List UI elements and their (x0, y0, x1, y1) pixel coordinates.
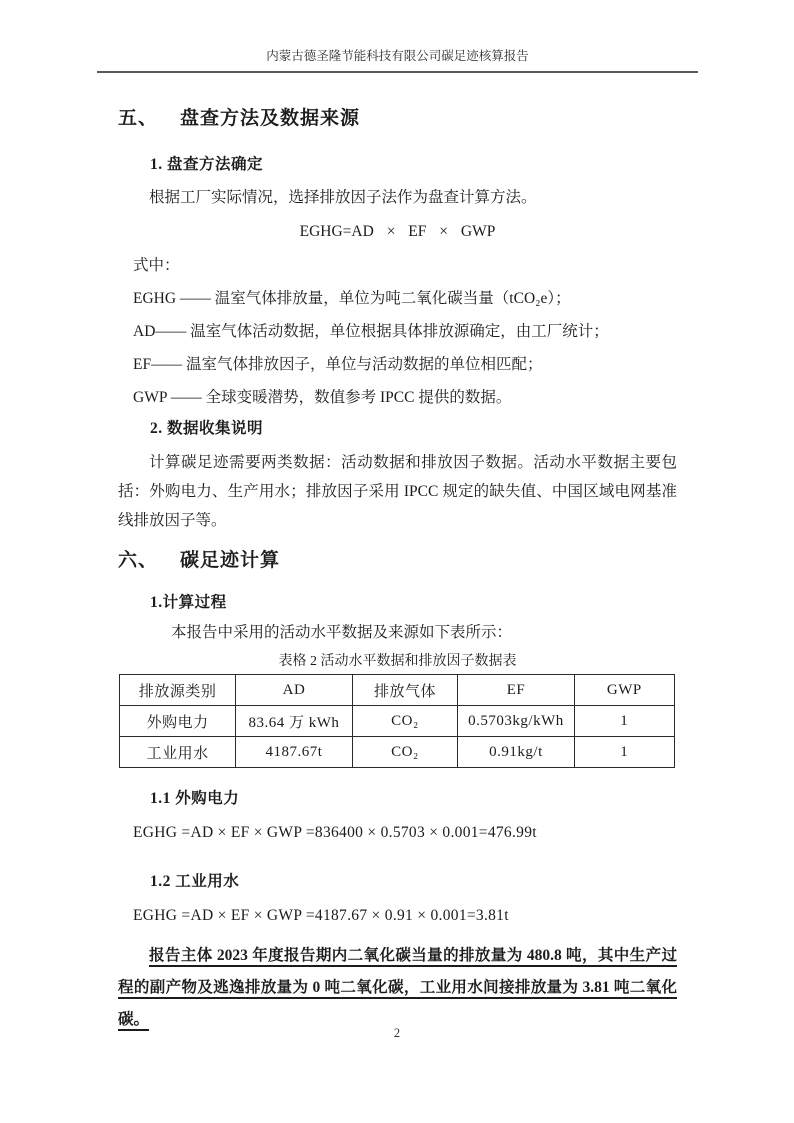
cell-source: 工业用水 (120, 737, 236, 768)
cell-source: 外购电力 (120, 706, 236, 737)
cell-ad: 4187.67t (236, 737, 352, 768)
table-header-source: 排放源类别 (120, 675, 236, 706)
paragraph-method: 根据工厂实际情况，选择排放因子法作为盘查计算方法。 (149, 189, 537, 206)
cell-gwp: 1 (574, 706, 674, 737)
table-header-gwp: GWP (574, 675, 674, 706)
formula-lead: 式中： (133, 257, 180, 274)
section-5-heading (118, 103, 690, 130)
definition-gwp: GWP —— 全球变暖潜势，数值参考 IPCC 提供的数据。 (133, 389, 512, 406)
activity-data-table (119, 674, 675, 768)
formula-main: EGHG=AD × EF × GWP (299, 223, 496, 240)
table-header-ef: EF (458, 675, 574, 706)
cell-gas: CO₂ (352, 706, 458, 737)
subsection-6-1-heading: 1.计算过程 (150, 594, 227, 611)
definition-ef: EF—— 温室气体排放因子，单位与活动数据的单位相匹配； (133, 356, 543, 373)
section-6-title: 碳足迹计算 (180, 550, 281, 571)
conclusion-paragraph: 报告主体 2023 年度报告期内二氧化碳当量的排放量为 480.8 吨，其中生产过程的副产物及逃逸排放量为 0 吨二氧化碳，工业用水间接排放量为 3.81 吨二氧化碳。 (118, 947, 677, 1028)
cell-gwp: 1 (574, 737, 674, 768)
table-header-gas: 排放气体 (352, 675, 458, 706)
section-6-heading (118, 545, 690, 572)
page-number: 2 (393, 1026, 401, 1040)
cell-ef: 0.91kg/t (458, 737, 574, 768)
page-header (97, 46, 698, 73)
table-row-water (120, 737, 675, 768)
table-row-electricity (120, 706, 675, 737)
cell-gas: CO₂ (352, 737, 458, 768)
cell-ef: 0.5703kg/kWh (458, 706, 574, 737)
section-5-number: 五、 (118, 108, 159, 129)
paragraph-table-intro: 本报告中采用的活动水平数据及来源如下表所示： (171, 624, 513, 641)
section-5-title: 盘查方法及数据来源 (180, 108, 361, 129)
definition-ad: AD—— 温室气体活动数据，单位根据具体排放源确定，由工厂统计； (133, 323, 609, 340)
formula-water: EGHG =AD × EF × GWP =4187.67 × 0.91 × 0.001=3.81t (133, 907, 509, 924)
definition-eghg: EGHG —— 温室气体排放量，单位为吨二氧化碳当量（tCO₂e）； (133, 290, 571, 307)
section-6-number: 六、 (118, 550, 159, 571)
subsection-1-1-heading: 1.1 外购电力 (150, 790, 240, 807)
table-caption: 表格 2 活动水平数据和排放因子数据表 (278, 654, 517, 669)
header-title: 内蒙古德圣隆节能科技有限公司碳足迹核算报告 (266, 49, 529, 63)
formula-electricity: EGHG =AD × EF × GWP =836400 × 0.5703 × 0.001=476.99t (133, 824, 537, 841)
paragraph-data-collection: 计算碳足迹需要两类数据：活动数据和排放因子数据。活动水平数据主要包括：外购电力、生产用水；排放因子采用 IPCC 规定的缺失值、中国区域电网基准线排放因子等。 (118, 454, 677, 529)
table-header-ad: AD (236, 675, 352, 706)
table-header-row (120, 675, 675, 706)
subsection-5-1-heading: 1. 盘查方法确定 (150, 156, 264, 173)
cell-ad: 83.64 万 kWh (236, 706, 352, 737)
subsection-5-2-heading: 2. 数据收集说明 (150, 420, 264, 437)
subsection-1-2-heading: 1.2 工业用水 (150, 873, 240, 890)
